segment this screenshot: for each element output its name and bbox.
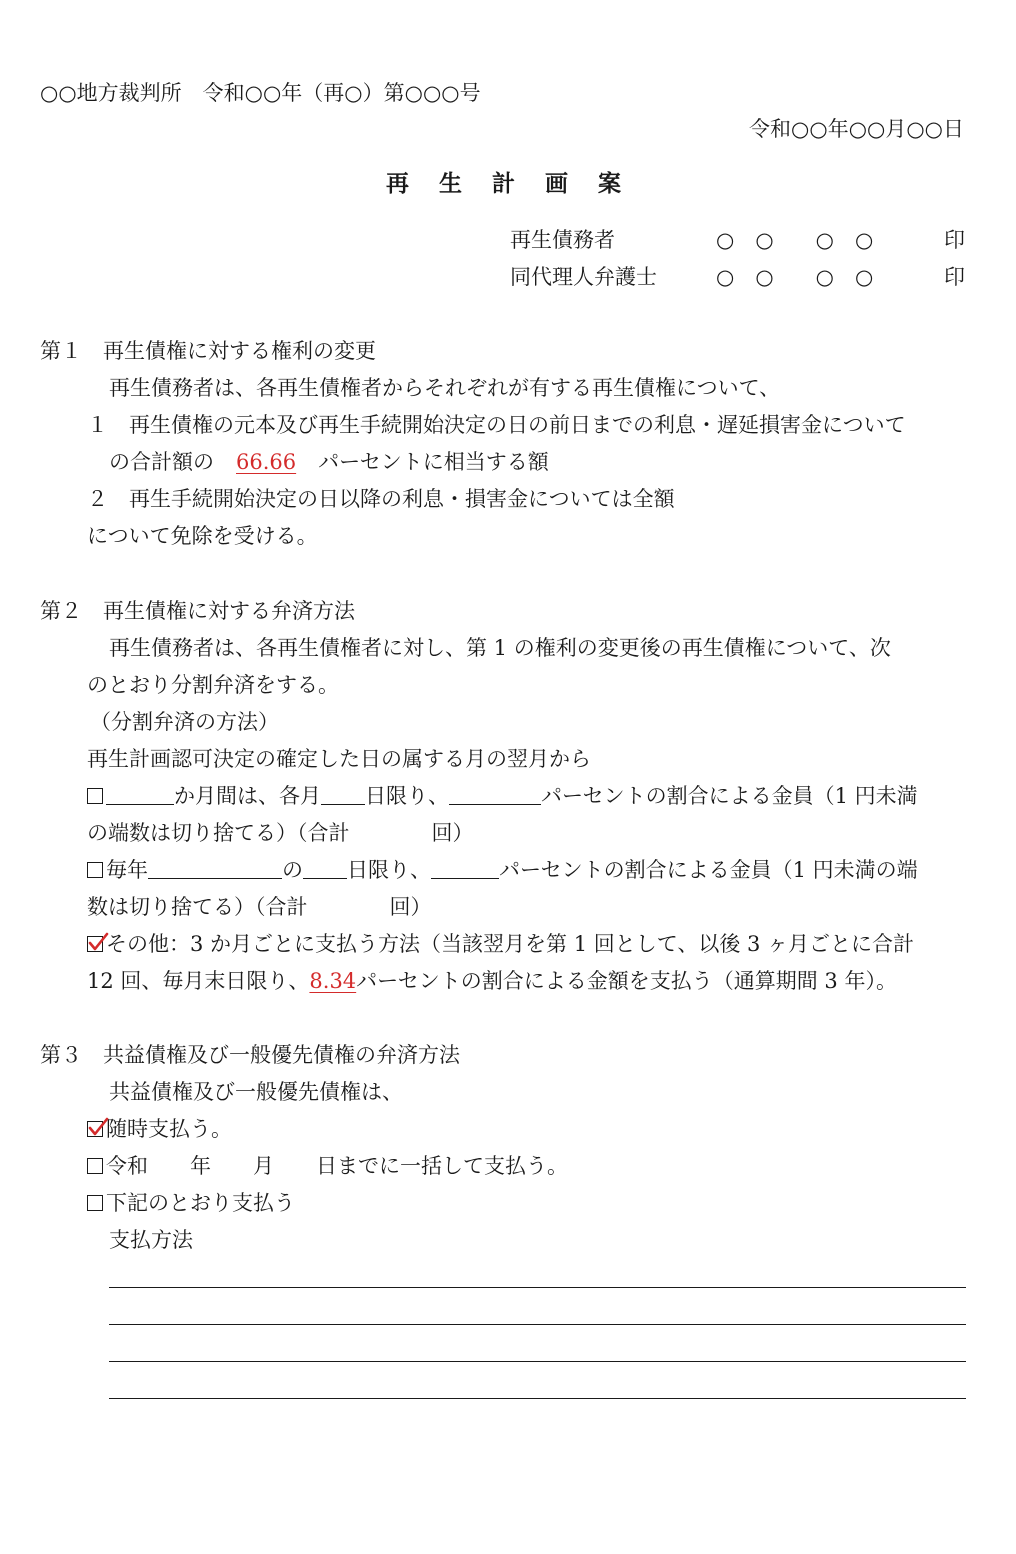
section-1-intro: 再生債務者は、各再生債権者からそれぞれが有する再生債権について、	[109, 376, 781, 400]
year-label: 年	[190, 1154, 211, 1178]
option-2-text-b: の	[282, 858, 303, 882]
section-1-item-1-cont	[109, 448, 549, 476]
installment-option-monthly-cont	[87, 819, 474, 847]
option-3-suffix: パーセントの割合による金額を支払う（通算期間 3 年）。	[356, 969, 897, 993]
installment-method-label: （分割弁済の方法）	[90, 710, 279, 734]
signature-name-attorney: ○ ○ ○ ○	[716, 265, 874, 289]
section-3-heading: 第３ 共益債権及び一般優先債権の弁済方法	[40, 1043, 460, 1067]
priority-option-1-text: 随時支払う。	[106, 1117, 232, 1141]
payment-method-line-2[interactable]	[109, 1324, 966, 1325]
option-2-text-a: 毎年	[106, 858, 148, 882]
signature-role-attorney: 同代理人弁護士	[510, 265, 657, 289]
section-2-intro: 再生債務者は、各再生債権者に対し、第 1 の権利の変更後の再生債権について、次	[109, 636, 891, 660]
installment-start: 再生計画認可決定の確定した日の属する月の翌月から	[87, 747, 591, 771]
era-label: 令和	[106, 1154, 148, 1178]
section-1-closing: について免除を受ける。	[87, 524, 318, 548]
section-3-intro: 共益債権及び一般優先債権は、	[109, 1080, 403, 1104]
option-1-text-c: パーセントの割合による金員（1 円未満	[541, 784, 918, 808]
section-2-intro-cont: のとおり分割弁済をする。	[87, 673, 339, 697]
payment-method-label: 支払方法	[109, 1228, 193, 1252]
priority-option-3-text: 下記のとおり支払う	[106, 1191, 295, 1215]
section-1-heading: 第１ 再生債権に対する権利の変更	[40, 339, 376, 363]
empty-checkbox-icon[interactable]	[87, 1195, 103, 1211]
item-1-prefix: の合計額の	[109, 450, 214, 474]
installment-option-monthly	[87, 782, 918, 810]
reduction-percentage-value: 66.66	[236, 450, 297, 474]
priority-option-as-below	[87, 1189, 295, 1217]
option-1-total-suffix: 回）	[431, 821, 474, 845]
option-1-total-label: の端数は切り捨てる）（合計	[87, 821, 350, 845]
case-number: ○○地方裁判所 令和○○年（再○）第○○○号	[40, 81, 481, 105]
option-2-total-label: 数は切り捨てる）（合計	[87, 895, 308, 919]
option-1-text-a: か月間は、各月	[174, 784, 321, 808]
page-title: 再生計画案	[386, 170, 651, 197]
option-2-text-d: パーセントの割合による金員（1 円未満の端	[499, 858, 918, 882]
installment-percentage-value: 8.34	[309, 969, 357, 993]
empty-checkbox-icon[interactable]	[87, 862, 103, 878]
option-2-total-suffix: 回）	[389, 895, 432, 919]
yearly-percentage-blank[interactable]	[431, 858, 499, 879]
red-checkmark-icon[interactable]	[87, 1121, 103, 1137]
empty-checkbox-icon[interactable]	[87, 788, 103, 804]
item-1-suffix: パーセントに相当する額	[318, 450, 549, 474]
priority-option-anytime	[87, 1115, 232, 1143]
months-blank[interactable]	[106, 784, 174, 805]
document-date: 令和○○年○○月○○日	[749, 117, 964, 141]
option-3-prefix: 12 回、毎月末日限り、	[87, 969, 310, 993]
installment-option-other	[87, 930, 914, 958]
lump-sum-text: 日までに一括して支払う。	[316, 1154, 568, 1178]
empty-checkbox-icon[interactable]	[87, 1158, 103, 1174]
day-blank[interactable]	[321, 784, 365, 805]
signature-name-debtor: ○ ○ ○ ○	[716, 228, 874, 252]
section-2-heading: 第２ 再生債権に対する弁済方法	[40, 599, 355, 623]
installment-option-yearly-cont	[87, 893, 432, 921]
section-1-item-1: １ 再生債権の元本及び再生手続開始決定の日の前日までの利息・遅延損害金について	[87, 413, 906, 437]
payment-method-line-3[interactable]	[109, 1361, 966, 1362]
option-3-text: その他：3 か月ごとに支払う方法（当該翌月を第 1 回として、以後 3 ヶ月ごとに合計	[106, 932, 915, 956]
yearly-day-blank[interactable]	[303, 858, 347, 879]
installment-option-yearly	[87, 856, 918, 884]
seal-mark-debtor: 印	[944, 228, 965, 252]
option-2-text-c: 日限り、	[347, 858, 431, 882]
signature-role-debtor: 再生債務者	[510, 228, 615, 252]
option-1-text-b: 日限り、	[365, 784, 449, 808]
seal-mark-attorney: 印	[944, 265, 965, 289]
yearly-date-blank[interactable]	[148, 858, 282, 879]
month-label: 月	[253, 1154, 274, 1178]
red-checkmark-icon[interactable]	[87, 936, 103, 952]
payment-method-line-1[interactable]	[109, 1287, 966, 1288]
percentage-blank[interactable]	[449, 784, 541, 805]
priority-option-lump-sum	[87, 1152, 568, 1180]
section-1-item-2: ２ 再生手続開始決定の日以降の利息・損害金については全額	[87, 487, 675, 511]
payment-method-line-4[interactable]	[109, 1398, 966, 1399]
installment-option-other-cont	[87, 967, 897, 995]
